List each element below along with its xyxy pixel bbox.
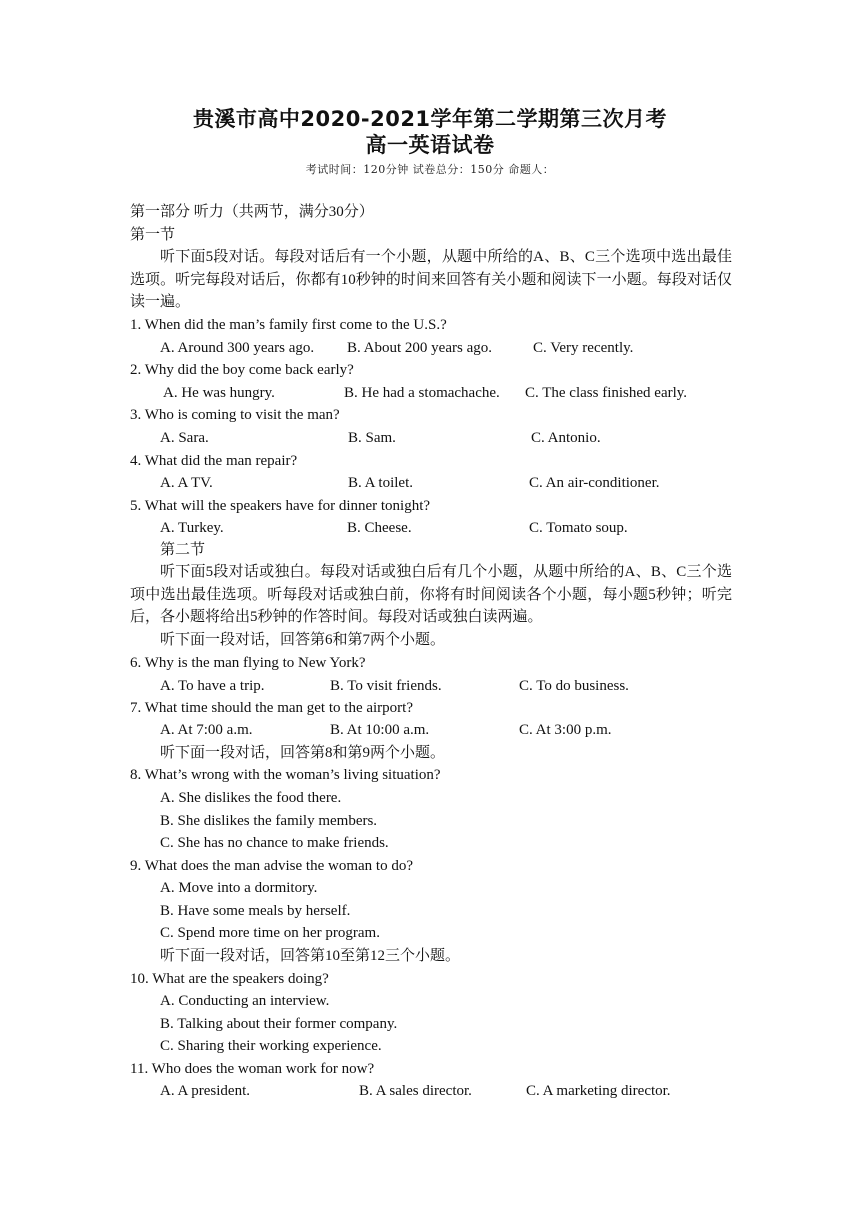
option-a: A. A president.	[160, 1083, 250, 1099]
option-a: A. Sara.	[160, 430, 209, 446]
option-c: C. The class finished early.	[525, 385, 688, 401]
option-a: A. At 7:00 a.m.	[160, 722, 253, 738]
option-c: C. Sharing their working experience.	[160, 1038, 382, 1054]
option-c: C. Very recently.	[533, 340, 634, 356]
option-c: C. At 3:00 p.m.	[519, 722, 612, 738]
option-b: B. Cheese.	[347, 520, 412, 536]
option-b: B. Talking about their former company.	[160, 1016, 398, 1032]
listening-note: 听下面一段对话，回答第8和第9两个小题。	[160, 745, 446, 761]
option-a: A. A TV.	[160, 475, 213, 491]
option-b: B. She dislikes the family members.	[160, 813, 378, 829]
question-text: 10. What are the speakers doing?	[130, 971, 329, 987]
exam-title: 贵溪市高中2020-2021学年第二学期第三次月考	[192, 107, 668, 131]
option-a: A. He was hungry.	[163, 385, 275, 401]
question-text: 5. What will the speakers have for dinner tonight?	[130, 498, 431, 514]
option-a: A. Conducting an interview.	[160, 993, 330, 1009]
option-c: C. Tomato soup.	[529, 520, 628, 536]
option-b: B. A toilet.	[348, 475, 414, 491]
option-b: B. At 10:00 a.m.	[330, 722, 430, 738]
question-text: 1. When did the man’s family first come to the U.S.?	[130, 317, 447, 333]
section-instructions: 听下面5段对话或独白。每段对话或独白后有几个小题，从题中所给的A、B、C三个选项中选出最佳选项。听每段对话或独白前，你将有时间阅读各个小题，每小题5秒钟；听完后，各小题将给出5秒钟的作答时间。每段对话或独白读两遍。	[130, 564, 732, 625]
exam-meta: 考试时间：120分钟 试卷总分：150分 命题人：	[305, 163, 555, 176]
option-c: C. Spend more time on her program.	[160, 925, 380, 941]
listening-note: 听下面一段对话，回答第6和第7两个小题。	[160, 632, 446, 648]
listening-note: 听下面一段对话，回答第10至第12三个小题。	[160, 948, 461, 964]
option-a: A. Turkey.	[160, 520, 224, 536]
part-heading: 第一部分 听力（共两节，满分30分）	[130, 204, 374, 220]
option-b: B. He had a stomachache.	[344, 385, 500, 401]
option-c: C. A marketing director.	[526, 1083, 671, 1099]
question-text: 3. Who is coming to visit the man?	[130, 407, 340, 423]
question-text: 9. What does the man advise the woman to do?	[130, 858, 413, 874]
option-b: B. A sales director.	[359, 1083, 472, 1099]
exam-subtitle: 高一英语试卷	[365, 133, 495, 157]
option-a: A. Move into a dormitory.	[160, 880, 318, 896]
option-b: B. Have some meals by herself.	[160, 903, 351, 919]
option-c: C. She has no chance to make friends.	[160, 835, 389, 851]
question-text: 7. What time should the man get to the airport?	[130, 700, 413, 716]
option-c: C. An air-conditioner.	[529, 475, 660, 491]
section-instructions: 听下面5段对话。每段对话后有一个小题，从题中所给的A、B、C三个选项中选出最佳选项。听完每段对话后，你都有10秒钟的时间来回答有关小题和阅读下一小题。每段对话仅读一遍。	[130, 249, 732, 310]
option-b: B. To visit friends.	[330, 678, 442, 694]
question-text: 6. Why is the man flying to New York?	[130, 655, 366, 671]
question-text: 8. What’s wrong with the woman’s living situation?	[130, 767, 441, 783]
option-b: B. Sam.	[348, 430, 396, 446]
section-label: 第二节	[160, 542, 206, 558]
option-b: B. About 200 years ago.	[347, 340, 492, 356]
option-c: C. Antonio.	[531, 430, 601, 446]
question-text: 4. What did the man repair?	[130, 453, 298, 469]
question-text: 11. Who does the woman work for now?	[130, 1061, 375, 1077]
option-a: A. To have a trip.	[160, 678, 265, 694]
option-c: C. To do business.	[519, 678, 629, 694]
option-a: A. Around 300 years ago.	[160, 340, 315, 356]
section-label: 第一节	[130, 227, 176, 243]
option-a: A. She dislikes the food there.	[160, 790, 342, 806]
question-text: 2. Why did the boy come back early?	[130, 362, 354, 378]
